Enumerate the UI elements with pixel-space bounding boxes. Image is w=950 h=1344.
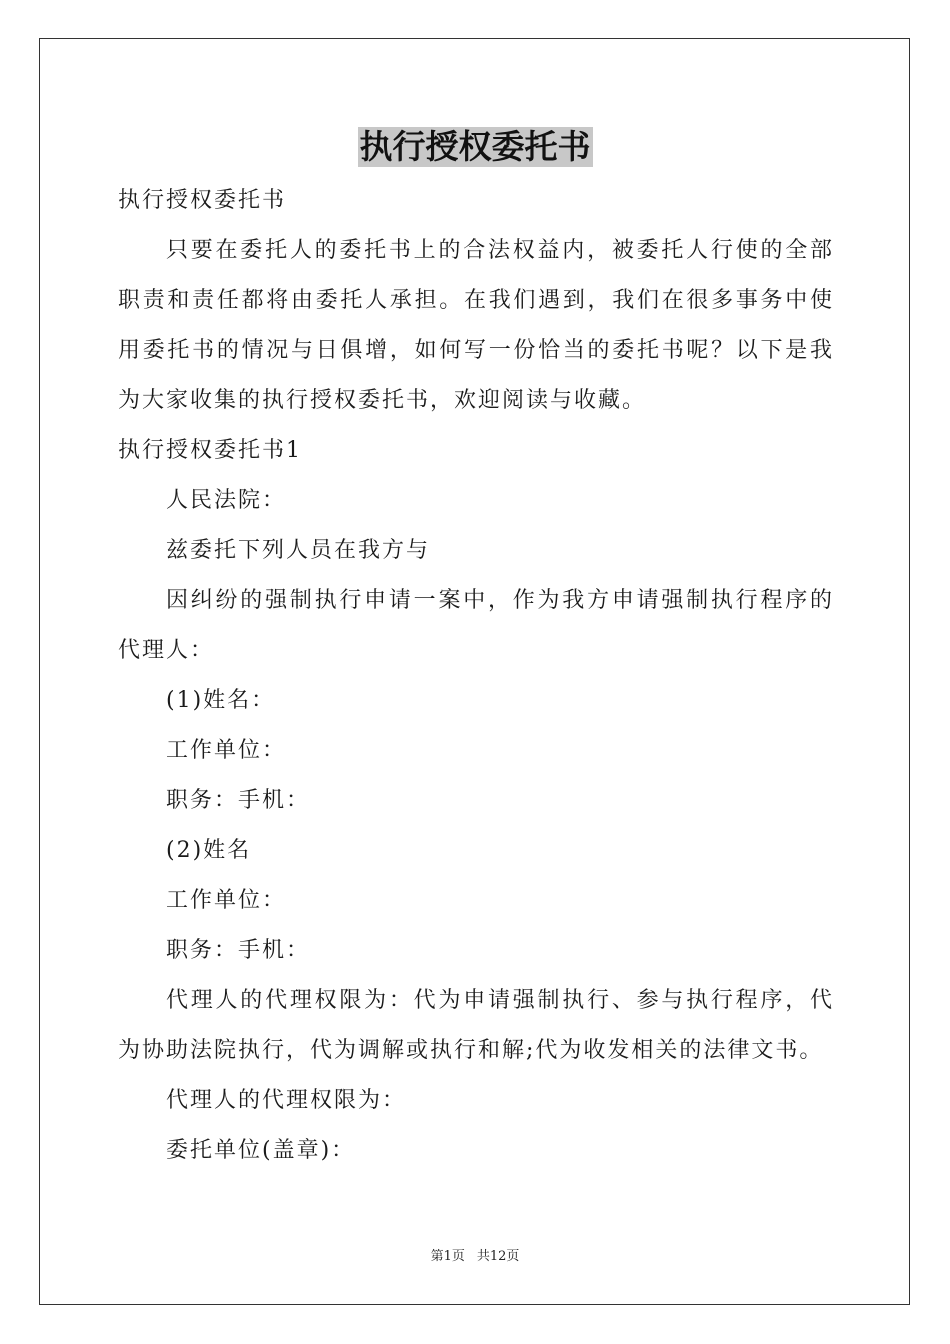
page-current: 第1页	[430, 1249, 465, 1264]
page-footer	[0, 1245, 950, 1264]
agent-2-employer-line: 工作单位：	[166, 888, 287, 913]
seal-line: 委托单位(盖章)：	[166, 1138, 356, 1163]
authority-paragraph: 代理人的代理权限为：代为申请强制执行、参与执行程序，代为协助法院执行，代为调解或执行和解;代为收发相关的法律文书。	[118, 988, 834, 1063]
intro-paragraph: 只要在委托人的委托书上的合法权益内，被委托人行使的全部职责和责任都将由委托人承担。在我们遇到，我们在很多事务中使用委托书的情况与日俱增，如何写一份恰当的委托书呢？以下是我为大家收集的执行授权委托书，欢迎阅读与收藏。	[118, 238, 834, 413]
document-title: 执行授权委托书	[359, 127, 591, 166]
addressee: 人民法院：	[166, 488, 287, 513]
subtitle: 执行授权委托书	[118, 188, 287, 213]
agent-1-position-line: 职务：手机：	[166, 788, 311, 813]
paragraph: 因纠纷的强制执行申请一案中，作为我方申请强制执行程序的代理人：	[118, 588, 834, 663]
title-container	[0, 127, 950, 167]
agent-2-position-line: 职务：手机：	[166, 938, 311, 963]
authority-line: 代理人的代理权限为：	[166, 1088, 407, 1113]
paragraph: 兹委托下列人员在我方与	[166, 538, 431, 563]
agent-1-name-line: (1)姓名：	[166, 688, 276, 713]
page-total: 共12页	[476, 1249, 520, 1264]
agent-1-employer-line: 工作单位：	[166, 738, 287, 763]
agent-2-name-line: (2)姓名	[166, 838, 252, 863]
document-body	[118, 176, 834, 1176]
section-heading: 执行授权委托书1	[118, 438, 302, 463]
